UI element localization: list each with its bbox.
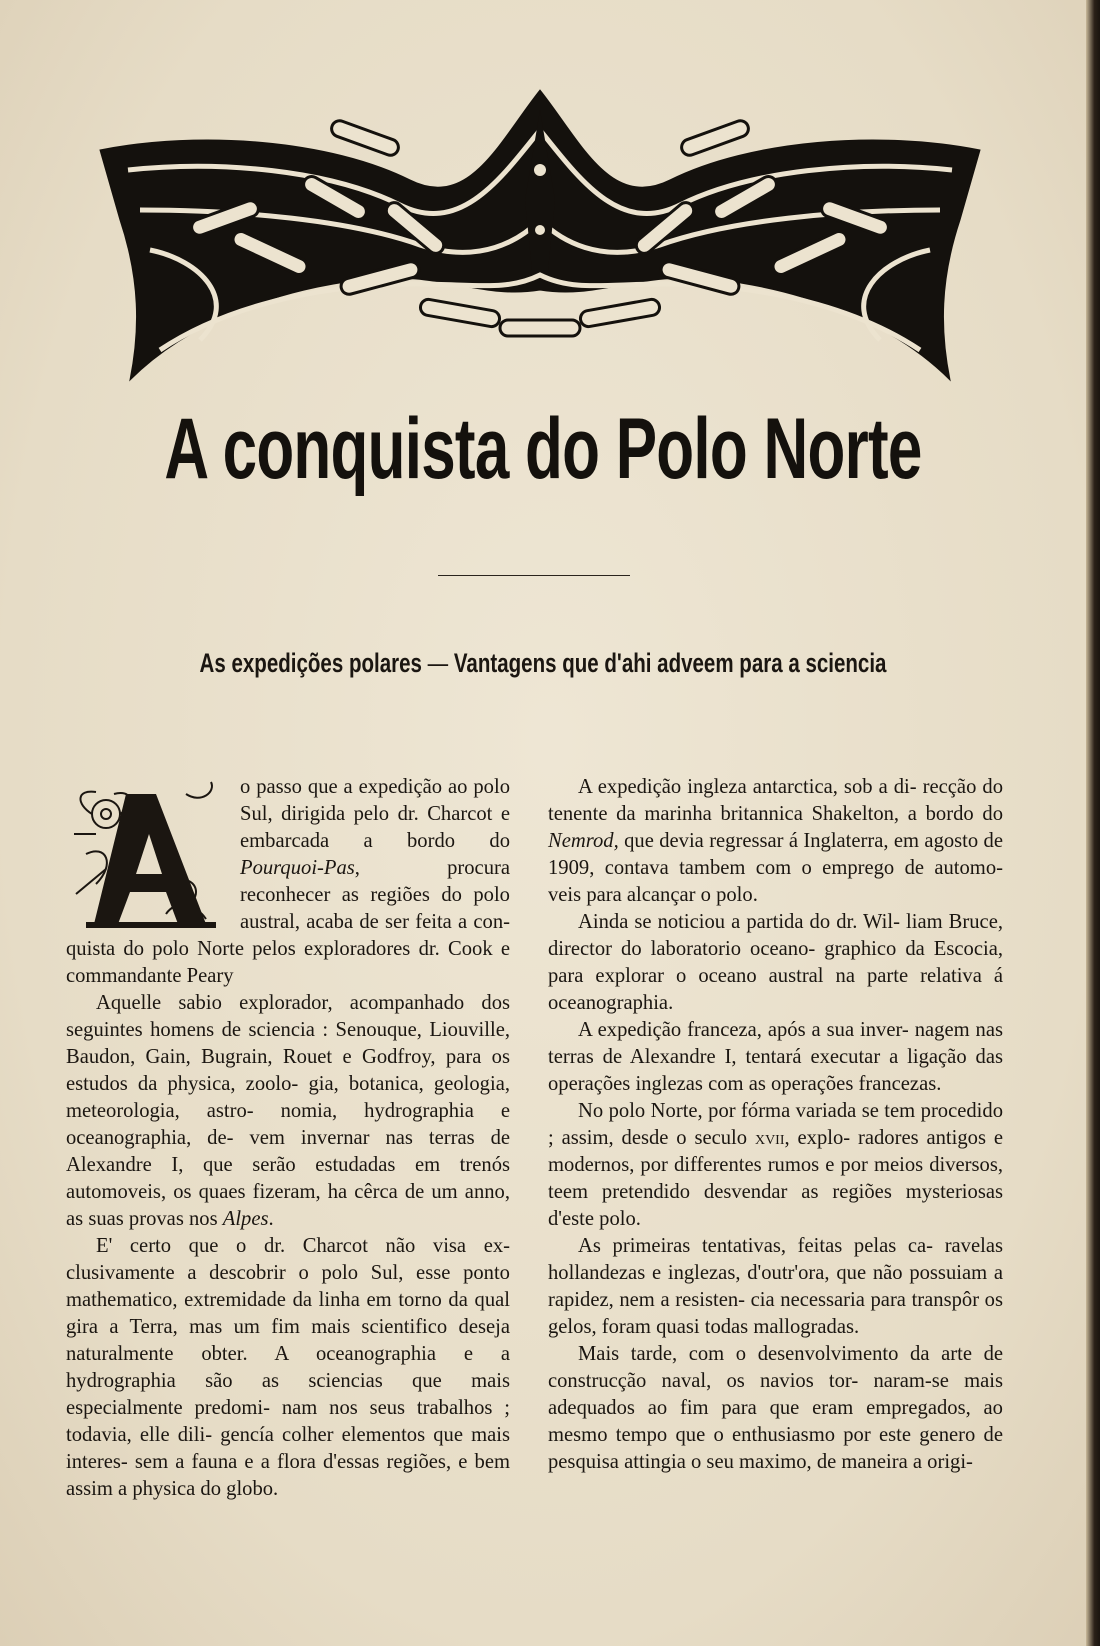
right-paragraph-4: No polo Norte, por fórma variada se tem procedido ; assim, desde o seculo xvii, explo- radores antigos e modernos, por differentes rumos e por meios diversos, teem pretendido desvendar as regiões mysteriosas d'este polo. — [548, 1100, 1003, 1230]
article-subtitle — [130, 648, 955, 679]
subtitle-dash: — — [427, 648, 449, 678]
header-ornament — [80, 70, 1000, 410]
left-column — [66, 774, 510, 1503]
title-rule — [438, 575, 630, 576]
right-paragraph-1: A expedição ingleza antarctica, sob a di- recção do tenente da marinha britannica Shakelton, a bordo do Nemrod, que devia regressar á Inglaterra, em agosto de 1909, contava tambem com o emprego de automo- veis para alcançar o polo. — [548, 776, 1003, 906]
dropcap-flower-icon — [66, 774, 226, 932]
left-paragraph-1: o passo que a expedição ao polo Sul, dirigida pelo dr. Charcot e embarcada a bordo do Pourquoi-Pas, procura reconhecer as regiões do polo austral, acaba de ser feita a con- quista do polo Norte pelos exploradores dr. Cook e commandante Peary — [66, 776, 511, 987]
subtitle-right: Vantagens que d'ahi adveem para a sciencia — [453, 648, 887, 678]
article-title: A conquista do Polo Norte — [164, 401, 922, 497]
left-paragraph-3: E' certo que o dr. Charcot não visa ex- clusivamente a descobrir o polo Sul, esse ponto mathematico, extremidade da linha em torno da qual gira a Terra, mas um fim mais scientifico deseja naturalmente obter. A oceanographia e a hydrographia são as sciencias que mais especialmente predomi- nam nos seus trabalhos ; todavia, elle dili- gencía colher elementos que mais interes- sem a fauna e a flora d'essas regiões, e bem assim a physica do globo. — [66, 1235, 511, 1500]
right-paragraph-5: As primeiras tentativas, feitas pelas ca- ravelas hollandezas e inglezas, d'outr'ora, que não possuiam a rapidez, nem a resisten- cia necessaria para transpôr os gelos, foram quasi todas mallogradas. — [548, 1235, 1004, 1338]
right-paragraph-6: Mais tarde, com o desenvolvimento da arte de construcção naval, os navios tor- naram-se mais adequados ao fim para que eram empregados, ao mesmo tempo que o enthusiasmo por este genero de pesquisa attingia o seu maximo, de maneira a origi- — [548, 1343, 1004, 1473]
page-edge-shadow — [1086, 0, 1100, 1646]
subtitle-left: As expedições polares — [199, 648, 422, 678]
dropcap-letter: A — [66, 774, 67, 775]
right-paragraph-3: A expedição franceza, após a sua inver- nagem nas terras de Alexandre I, tentará executar a ligação das operações inglezas com as operações francezas. — [548, 1019, 1003, 1095]
right-column — [548, 774, 1003, 1476]
right-paragraph-2: Ainda se noticiou a partida do dr. Wil- liam Bruce, director do laboratorio oceano- graphico da Escocia, para explorar o oceano austral na parte relativa á oceanographia. — [548, 911, 1003, 1014]
left-paragraph-2: Aquelle sabio explorador, acompanhado dos seguintes homens de sciencia : Senouque, Liouville, Baudon, Gain, Bugrain, Rouet e Godfroy, para os estudos da physica, zoolo- gia, botanica, geologia, meteorologia, astro- nomia, hydrographia e oceanographia, de- vem invernar nas terras de Alexandre I, que serão estudadas em trenós automoveis, os quaes fizeram, ha cêrca de um anno, as suas provas nos Alpes. — [66, 992, 511, 1230]
dropcap — [66, 774, 226, 932]
